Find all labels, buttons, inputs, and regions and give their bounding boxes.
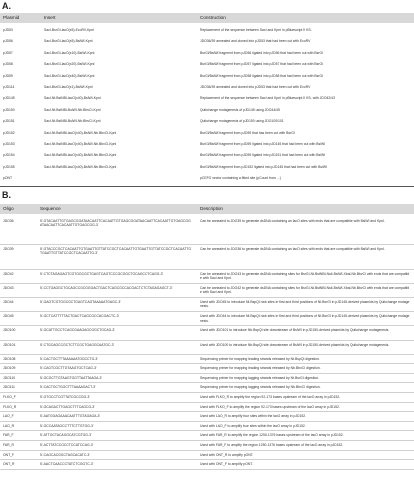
- oligo-cell: JDO45: [3, 314, 14, 319]
- sequence-cell: 5'-CTGCAGCCGCTCTTCGCTGAGGCAATGC-3': [40, 342, 115, 347]
- table-row: [0, 393, 414, 403]
- sequence-cell: 5'-AATGGAGAAACAATTTGTAGAGA-3': [40, 414, 101, 419]
- header-oligo: Oligo: [3, 206, 14, 211]
- table-row: [0, 173, 414, 184]
- table-row: [0, 341, 414, 355]
- table-row: [0, 270, 414, 284]
- table-row: [0, 431, 414, 441]
- construction-cell: BsrGI/BsiWI fragment from pJD56 ligated into pJD56 that had been cut with BsrGI: [200, 50, 324, 55]
- construction-cell: BsrGI/BsiWI fragment from pJD59 ligated into pJD151 that had been cut with BsiWI: [200, 153, 326, 158]
- construction-cell: BsrGI/BsiWI fragment from pJD59 ligated into pJD145 that had been cut with BsiWI: [200, 141, 326, 146]
- insert-cell: SacI-Nt.BstNBI-BsiWI-Nb.BbvCI-KpnI: [44, 119, 101, 124]
- oligo-cell: JDO111: [3, 385, 15, 390]
- sequence-cell: 5'-GCTCATTTTTACTGACTCAGCGCCACGACTC-3': [40, 314, 120, 319]
- table-row: [0, 217, 414, 245]
- insert-cell: SacI-Nt.BstNBI-lacO(x40)-BsiWI-Nb.BbvCI-KpnI: [44, 141, 117, 146]
- description-cell: Sequencing primer for mapping lagging strands released by Nb.BbvCI digestion.: [200, 385, 321, 390]
- description-cell: Used with FAR_R to amplify the region 1250-1376 bases upstream of the lacO array in pJD152.: [200, 433, 344, 438]
- table-row: [0, 312, 414, 326]
- construction-cell: JDO36/39 annealed and cloned into pJD53 that had been cut with EcoRV: [200, 84, 311, 89]
- header-insert: Insert: [44, 15, 56, 20]
- sequence-cell: 5'-CTCTAGAGAGTCGTGGCGCTGAGTCAGTCCCGCGGCTGCAGCCTCAGG-3': [40, 272, 164, 277]
- oligo-cell: JDO36: [3, 219, 14, 223]
- table-row: [0, 441, 414, 451]
- table-row: [0, 298, 414, 312]
- sequence-cell: 5'-GTGCCTCGTTATCGCCGG-3': [40, 394, 90, 399]
- oligo-cell: FLKO_F: [3, 394, 16, 399]
- table-row: [0, 460, 414, 470]
- sequence-cell: 5'-GAGTCGTGGCGCTGAGTCAGTAAAAATGAGC-3': [40, 300, 121, 305]
- description-cell: Used with ONT_F to amplify pONT.: [200, 462, 253, 467]
- table-row: [0, 284, 414, 298]
- construction-cell: Replacement of the sequence between SacI and KpnI in pBluescript II KS-: [200, 28, 312, 32]
- description-cell: Sequencing primer for mapping leading strands released by Nb.BbvCI digestion.: [200, 366, 321, 371]
- sequence-cell: 5'-ATTGCTACAGGCATCGTGG-3': [40, 433, 92, 438]
- table-row: [0, 82, 414, 93]
- oligo-cell: JDO110: [3, 375, 16, 380]
- sequence-cell: 5'-CCTGAGGCTGCAGCCGCGGGACTGACTCAGCGCCACGACTCTCTAGAGAGCT-3': [40, 286, 173, 291]
- construction-cell: pCEFO vector containing a fitted site (pCount from ...): [200, 176, 281, 181]
- description-cell: Can be annealed to JDO42 to generate dsDNA containing sites for BsrGI-Nt.BstNBI-NsiI-BsiWI-Xbal-Nb.BbvCI with ends that are compatible with SacI and KpnI.: [200, 286, 410, 295]
- plasmid-cell: pJD152: [3, 130, 15, 135]
- table-row: [0, 355, 414, 365]
- header-description: Description: [200, 206, 223, 211]
- description-cell: Used with JDO44 to introduce Nt.BspQI nick sites in first and third positions of Nt.BsrGI in pJD145-derived plasmids by Quikchange mutagenesis.: [200, 314, 410, 323]
- plasmid-cell: pJD56: [3, 39, 13, 44]
- table-row: [0, 403, 414, 413]
- construction-cell: JDO36/39 annealed and cloned into pJD53 that had been cut with EcoRV: [200, 39, 311, 44]
- description-cell: Used with ONT_R to amplify pONT.: [200, 452, 254, 457]
- oligo-cell: LAO_F: [3, 414, 14, 419]
- plasmid-cell: pJD58: [3, 62, 13, 67]
- insert-cell: SacI-BsrGI-lacO(x20)-BsiWI-KpnI: [44, 62, 95, 67]
- description-cell: Used with LAO_F to amplify four sites within the lacO array in pJD152.: [200, 423, 306, 428]
- oligo-cell: ONT_F: [3, 452, 15, 457]
- insert-cell: SacI-BsrGI-lacO(x40)-BsiWI-KpnI: [44, 73, 95, 78]
- header-plasmid: Plasmid: [3, 15, 20, 20]
- plasmid-cell: pJD150: [3, 107, 15, 112]
- insert-cell: SacI-BsrGI-lacO(x10)-BsiWI-KpnI: [44, 50, 95, 55]
- plasmid-cell: pJD151: [3, 119, 15, 124]
- oligo-cell: JDO39: [3, 247, 14, 252]
- plasmid-cell: pJD59: [3, 73, 13, 78]
- plasmid-cell: pJD114: [3, 84, 15, 89]
- plasmid-cell: pONT: [3, 176, 13, 181]
- table-a-header: [0, 13, 414, 23]
- description-cell: Can be annealed to JDO36 to generate dsDNA containing an lacO sites with ends that are compatible with BsiWI and KpnI.: [200, 247, 385, 252]
- oligo-cell: JDO44: [3, 300, 14, 305]
- table-row: [0, 422, 414, 432]
- construction-cell: BsrGI/BsiWI fragment from pJD58 ligated into pJD58 that had been cut with BsrGI: [200, 73, 324, 78]
- table-b-body: [0, 217, 414, 470]
- description-cell: Used with LAO_R to amplify four sites within the lacO array in pJD152.: [200, 414, 307, 419]
- section-a-label: A.: [2, 1, 11, 11]
- oligo-cell: ONT_R: [3, 462, 15, 467]
- sequence-cell: 5'-CAGTCGCTTGTAAGTGCTCAG-3': [40, 366, 97, 371]
- construction-cell: BsrGI/BsiWI fragment from pJD57 ligated into pJD57 that had been cut with BsrGI: [200, 62, 324, 67]
- description-cell: Used with FLKO_F to amplify the region 92-173 bases upstream of the lacO array in pJD152.: [200, 404, 340, 409]
- description-cell: Used with JDO45 to introduce Nt.BspQI nick sites in first and third positions of Nt.BsrGI in pJD145-derived plasmids by Quikchange mutagenesis.: [200, 300, 410, 309]
- insert-cell: SacI-BsrGI-lacO(x5)-BsiWI-KpnI: [44, 39, 93, 44]
- table-row: [0, 245, 414, 270]
- construction-cell: Replacement of the sequence between SacI and KpnI in pBluescript II KS- with JDO42/43: [200, 96, 335, 101]
- oligo-cell: FLKO_R: [3, 404, 17, 409]
- plasmid-cell: pJD155: [3, 164, 15, 169]
- insert-cell: SacI-Nt.BstNBI-BsiWI-Nb.BbvCI-KpnI: [44, 107, 101, 112]
- table-row: [0, 25, 414, 36]
- table-row: [0, 36, 414, 47]
- description-cell: Used with FAR_F to amplify the region 1250-1376 bases upstream of the lacO array in pJD152.: [200, 442, 344, 447]
- table-row: [0, 162, 414, 173]
- oligo-cell: JDO101: [3, 342, 16, 347]
- header-sequence: Sequence: [40, 206, 61, 211]
- table-a-body: [0, 25, 414, 184]
- table-row: [0, 128, 414, 139]
- section-b-label: B.: [2, 190, 11, 200]
- oligo-cell: FAR_F: [3, 433, 14, 438]
- insert-cell: SacI-Nt.BstNBI-lacO(x40)-BsiWI-Nb.BbvCI-KpnI: [44, 130, 117, 135]
- oligo-cell: FAR_R: [3, 442, 14, 447]
- sequence-cell: 5'-GTACAATTGTGAGCGGATAACAATTCACAATTGTGAGCGGATAACAATTCACAATTGTGAGCGGATAACAATTCACAATTGTGAGCGG-3': [40, 219, 191, 228]
- table-row: [0, 364, 414, 374]
- plasmid-cell: pJD154: [3, 153, 15, 158]
- description-cell: Can be annealed to JDO39 to generate dsDNA containing an lacO sites with ends that are compatible with BsiWI and KpnI.: [200, 219, 385, 223]
- sequence-cell: 5'-GCGCTTGTAAGTGGTTAATTAAGA-3': [40, 375, 103, 380]
- construction-cell: Quikchange mutagenesis of pJD150 using JDO100/101: [200, 119, 284, 124]
- description-cell: Used with JDO101 to introduce Nb.BspQI site downstream of BsiWI in pJD150-derived plasmids by Quikchange mutagenesis.: [200, 328, 390, 333]
- sequence-cell: 5'-AACTCAACCCTATCTCGGTC-3': [40, 462, 94, 467]
- plasmid-cell: pJD145: [3, 96, 15, 101]
- insert-cell: SacI-BsrGI-lacO(x1)-BsiWI-KpnI: [44, 84, 93, 89]
- insert-cell: SacI-Nt.BstNBI-lacO(x40)-BsiWI-Nb.BbvCI-KpnI: [44, 164, 117, 169]
- description-cell: Used with JDO100 to introduce Nb.BspQI site downstream of BsiWI in pJD150-derived plasmids by Quikchange mutagenesis.: [200, 342, 390, 347]
- header-construction: Construction: [200, 15, 226, 20]
- oligo-cell: LAO_R: [3, 423, 15, 428]
- table-row: [0, 451, 414, 461]
- description-cell: Sequencing primer for mapping leading strands released by Nt.BspQI digestion.: [200, 356, 320, 361]
- table-row: [0, 116, 414, 127]
- oligo-cell: JDO109: [3, 366, 16, 371]
- table-row: [0, 139, 414, 150]
- plasmid-cell: pJD57: [3, 50, 13, 55]
- construction-cell: BsrGI/BsiWI fragment from pJD59 that has been cut with BsrGI: [200, 130, 295, 135]
- plasmid-cell: pJD53: [3, 28, 13, 32]
- sequence-cell: 5'-CAGCACGGCTAGCACATC-3': [40, 452, 90, 457]
- oligo-cell: JDO108: [3, 356, 16, 361]
- sequence-cell: 5'-ACTTATCCGCCTCCATCCAG-3': [40, 442, 94, 447]
- insert-cell: SacI-BsrGI-lacO(x5)-EcoRV-KpnI: [44, 28, 95, 32]
- table-row: [0, 374, 414, 384]
- table-row: [0, 71, 414, 82]
- table-b-header: [0, 204, 414, 214]
- sequence-cell: 5'-CACTGCTTTAAAAAATGGCCTG-3': [40, 356, 98, 361]
- sequence-cell: 5'-GCAGACTTGAGCTTTCAGCG-3': [40, 404, 95, 409]
- insert-cell: SacI-Nt.BstNBI-lacO(x40)-BsiWI-Nb.BbvCI-KpnI: [44, 153, 117, 158]
- table-a-bottom-rule: [0, 186, 414, 187]
- table-row: [0, 326, 414, 340]
- table-row: [0, 93, 414, 104]
- description-cell: Used with FLKO_R to amplify the region 92-173 bases upstream of the lacO array in pJD152.: [200, 394, 341, 399]
- description-cell: Can be annealed to JDO43 to generate dsDNA containing sites for BsrGI-Nt.BstNBI-NsiI-BsiWI-Xbal-Nb.BbvCI with ends that are compatible with SacI and KpnI.: [200, 272, 410, 281]
- construction-cell: Quikchange mutagenesis of pJD145 using JDO44/45: [200, 107, 280, 112]
- table-row: [0, 105, 414, 116]
- insert-cell: SacI-Nt.BstNBI-lacO(x40)-BsiWI-KpnI: [44, 96, 101, 101]
- oligo-cell: JDO100: [3, 328, 16, 333]
- table-row: [0, 48, 414, 59]
- table-row: [0, 59, 414, 70]
- oligo-cell: JDO42: [3, 272, 14, 277]
- sequence-cell: 5'-GCATTGCCTCAGCGAAGAGCGGCTGCAG-3': [40, 328, 115, 333]
- sequence-cell: 5'-GTACCCGCTCACAATTGTGAATTGTTATCCGCTCACAATTGTGAATTGTTATCCGCTCACAATTGTGAATTGTTATCCGCTCACAATTG-3': [40, 247, 192, 256]
- construction-cell: BsrGI/BsiWI fragment from pJD152 ligated into pJD145 that had been cut with BsiWI: [200, 164, 328, 169]
- plasmid-cell: pJD153: [3, 141, 15, 146]
- table-row: [0, 412, 414, 422]
- oligo-cell: JDO43: [3, 286, 14, 291]
- table-row: [0, 383, 414, 393]
- description-cell: Sequencing primer for mapping lagging strands released by Nt.BsrGI digestion.: [200, 375, 320, 380]
- sequence-cell: 5'-GCCAATAGCCTTTCTTGTGG-3': [40, 423, 94, 428]
- sequence-cell: 5'-CACTGCTGGCTTTAAAAGACT-3': [40, 385, 96, 390]
- table-row: [0, 150, 414, 161]
